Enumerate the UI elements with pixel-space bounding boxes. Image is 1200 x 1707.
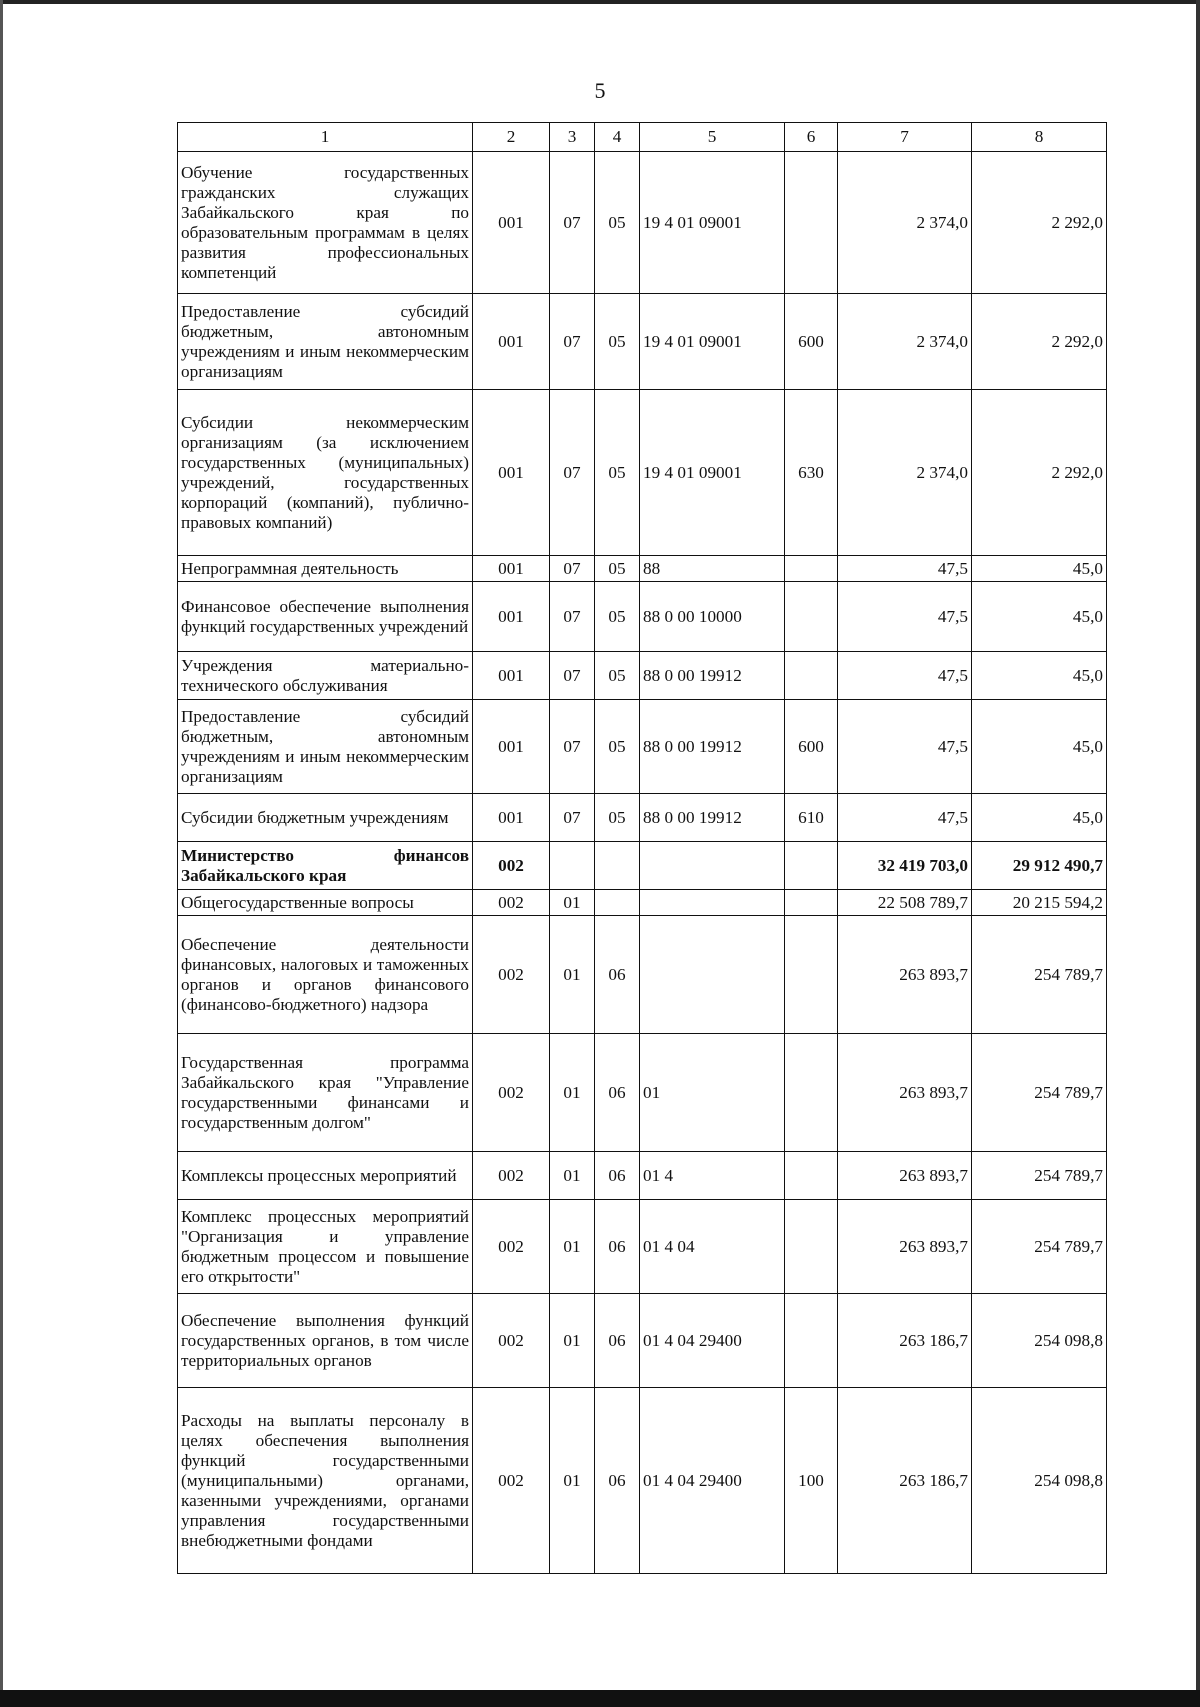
cell-expense-type [785,582,838,652]
cell-target-article: 01 4 04 [640,1200,785,1294]
cell-admin-code: 001 [473,152,550,294]
cell-subsection: 06 [595,1388,640,1574]
cell-amount-7: 2 374,0 [838,390,972,556]
cell-subsection: 05 [595,700,640,794]
cell-admin-code: 002 [473,842,550,890]
cell-target-article [640,890,785,916]
cell-expense-type: 600 [785,294,838,390]
cell-subsection: 05 [595,152,640,294]
cell-admin-code: 001 [473,794,550,842]
table-row [178,890,1107,916]
cell-amount-7: 2 374,0 [838,294,972,390]
cell-expense-type: 630 [785,390,838,556]
cell-admin-code: 001 [473,582,550,652]
table-row [178,652,1107,700]
cell-amount-7: 263 893,7 [838,916,972,1034]
cell-admin-code: 002 [473,1388,550,1574]
table-row [178,1388,1107,1574]
cell-target-article: 19 4 01 09001 [640,390,785,556]
cell-amount-7: 263 893,7 [838,1034,972,1152]
cell-section: 01 [550,916,595,1034]
cell-section: 07 [550,152,595,294]
cell-admin-code: 002 [473,1200,550,1294]
row-name: Расходы на выплаты персоналу в целях обеспечения выполнения функций государственными (муниципальными) органами, казенными учреждениями, органами управления государственными внебюджетными фондами [178,1388,473,1574]
cell-amount-7: 2 374,0 [838,152,972,294]
cell-admin-code: 001 [473,556,550,582]
page-number: 5 [594,78,606,103]
row-name: Субсидии бюджетным учреждениям [178,794,473,842]
row-name: Обеспечение деятельности финансовых, налоговых и таможенных органов и органов финансового (финансово-бюджетного) надзора [178,916,473,1034]
cell-expense-type [785,1152,838,1200]
cell-subsection: 06 [595,1034,640,1152]
cell-admin-code: 001 [473,390,550,556]
table-row [178,916,1107,1034]
cell-expense-type [785,1200,838,1294]
cell-section: 01 [550,1294,595,1388]
cell-subsection: 06 [595,1200,640,1294]
cell-expense-type [785,652,838,700]
cell-admin-code: 001 [473,294,550,390]
cell-amount-8: 2 292,0 [972,152,1107,294]
cell-expense-type [785,556,838,582]
cell-amount-7: 263 893,7 [838,1152,972,1200]
cell-admin-code: 002 [473,1152,550,1200]
cell-section: 07 [550,390,595,556]
cell-expense-type [785,842,838,890]
row-name: Финансовое обеспечение выполнения функций государственных учреждений [178,582,473,652]
cell-section: 07 [550,556,595,582]
cell-expense-type [785,1294,838,1388]
cell-amount-7: 263 186,7 [838,1294,972,1388]
cell-expense-type: 600 [785,700,838,794]
cell-amount-8: 45,0 [972,556,1107,582]
cell-expense-type [785,890,838,916]
cell-amount-8: 45,0 [972,794,1107,842]
cell-amount-8: 254 789,7 [972,1152,1107,1200]
scan-border-right [1196,0,1200,1707]
row-name: Обучение государственных гражданских служащих Забайкальского края по образовательным программам в целях развития профессиональных компетенций [178,152,473,294]
cell-amount-7: 47,5 [838,582,972,652]
column-header: 1 [178,123,473,152]
table-row [178,1200,1107,1294]
cell-admin-code: 002 [473,890,550,916]
cell-target-article [640,842,785,890]
column-header: 2 [473,123,550,152]
table-row [178,294,1107,390]
cell-subsection: 06 [595,1152,640,1200]
cell-target-article [640,916,785,1034]
column-header: 4 [595,123,640,152]
table-row [178,794,1107,842]
cell-subsection: 05 [595,294,640,390]
header-row [178,123,1107,152]
scan-border-bottom [0,1690,1200,1707]
row-name: Обеспечение выполнения функций государственных органов, в том числе территориальных органов [178,1294,473,1388]
cell-amount-7: 32 419 703,0 [838,842,972,890]
budget-table [177,122,1107,1574]
cell-expense-type [785,916,838,1034]
cell-target-article: 88 0 00 19912 [640,794,785,842]
cell-amount-8: 20 215 594,2 [972,890,1107,916]
cell-subsection: 05 [595,652,640,700]
cell-admin-code: 001 [473,652,550,700]
cell-expense-type [785,152,838,294]
cell-target-article: 88 [640,556,785,582]
cell-target-article: 01 4 04 29400 [640,1294,785,1388]
cell-section: 07 [550,294,595,390]
cell-amount-7: 47,5 [838,700,972,794]
cell-target-article: 19 4 01 09001 [640,294,785,390]
cell-amount-8: 45,0 [972,700,1107,794]
cell-target-article: 88 0 00 19912 [640,700,785,794]
cell-expense-type: 610 [785,794,838,842]
column-header: 7 [838,123,972,152]
cell-section: 01 [550,1200,595,1294]
cell-admin-code: 001 [473,700,550,794]
cell-section [550,842,595,890]
cell-admin-code: 002 [473,1294,550,1388]
cell-section: 07 [550,582,595,652]
cell-section: 07 [550,700,595,794]
row-name: Предоставление субсидий бюджетным, автономным учреждениям и иным некоммерческим организациям [178,700,473,794]
cell-amount-7: 47,5 [838,794,972,842]
scan-border-top [0,0,1200,4]
cell-section: 01 [550,1152,595,1200]
row-name: Общегосударственные вопросы [178,890,473,916]
row-name: Непрограммная деятельность [178,556,473,582]
table-row [178,1034,1107,1152]
scan-border-left [0,0,3,1707]
table-row [178,700,1107,794]
cell-expense-type [785,1034,838,1152]
table-row [178,390,1107,556]
row-name: Государственная программа Забайкальского края "Управление государственными финансами и государственным долгом" [178,1034,473,1152]
cell-amount-8: 2 292,0 [972,294,1107,390]
cell-amount-8: 254 098,8 [972,1294,1107,1388]
column-header: 6 [785,123,838,152]
column-header: 5 [640,123,785,152]
cell-amount-8: 45,0 [972,652,1107,700]
cell-amount-7: 22 508 789,7 [838,890,972,916]
cell-amount-8: 29 912 490,7 [972,842,1107,890]
cell-amount-7: 47,5 [838,556,972,582]
cell-amount-8: 254 789,7 [972,1034,1107,1152]
cell-subsection [595,842,640,890]
cell-section: 01 [550,1388,595,1574]
column-header: 3 [550,123,595,152]
table-row [178,842,1107,890]
row-name: Комплексы процессных мероприятий [178,1152,473,1200]
cell-subsection: 05 [595,556,640,582]
cell-expense-type: 100 [785,1388,838,1574]
cell-admin-code: 002 [473,1034,550,1152]
cell-amount-8: 45,0 [972,582,1107,652]
cell-section: 01 [550,1034,595,1152]
row-name: Учреждения материально-технического обслуживания [178,652,473,700]
row-name: Предоставление субсидий бюджетным, автономным учреждениям и иным некоммерческим организациям [178,294,473,390]
cell-target-article: 01 [640,1034,785,1152]
row-name: Министерство финансов Забайкальского края [178,842,473,890]
cell-section: 07 [550,652,595,700]
cell-target-article: 88 0 00 19912 [640,652,785,700]
cell-section: 01 [550,890,595,916]
row-name: Субсидии некоммерческим организациям (за исключением государственных (муниципальных) учреждений, государственных корпораций (компаний), публично-правовых компаний) [178,390,473,556]
cell-subsection: 06 [595,1294,640,1388]
cell-subsection: 05 [595,582,640,652]
cell-target-article: 19 4 01 09001 [640,152,785,294]
cell-amount-7: 47,5 [838,652,972,700]
cell-subsection: 06 [595,916,640,1034]
cell-amount-8: 2 292,0 [972,390,1107,556]
cell-amount-7: 263 893,7 [838,1200,972,1294]
table-row [178,152,1107,294]
cell-subsection [595,890,640,916]
table-row [178,556,1107,582]
cell-target-article: 01 4 [640,1152,785,1200]
cell-admin-code: 002 [473,916,550,1034]
cell-amount-7: 263 186,7 [838,1388,972,1574]
cell-subsection: 05 [595,390,640,556]
column-header: 8 [972,123,1107,152]
table-row [178,1152,1107,1200]
cell-amount-8: 254 098,8 [972,1388,1107,1574]
cell-amount-8: 254 789,7 [972,1200,1107,1294]
cell-target-article: 01 4 04 29400 [640,1388,785,1574]
table-row [178,582,1107,652]
table-row [178,1294,1107,1388]
cell-subsection: 05 [595,794,640,842]
cell-amount-8: 254 789,7 [972,916,1107,1034]
cell-section: 07 [550,794,595,842]
row-name: Комплекс процессных мероприятий "Организация и управление бюджетным процессом и повышение его открытости" [178,1200,473,1294]
cell-target-article: 88 0 00 10000 [640,582,785,652]
